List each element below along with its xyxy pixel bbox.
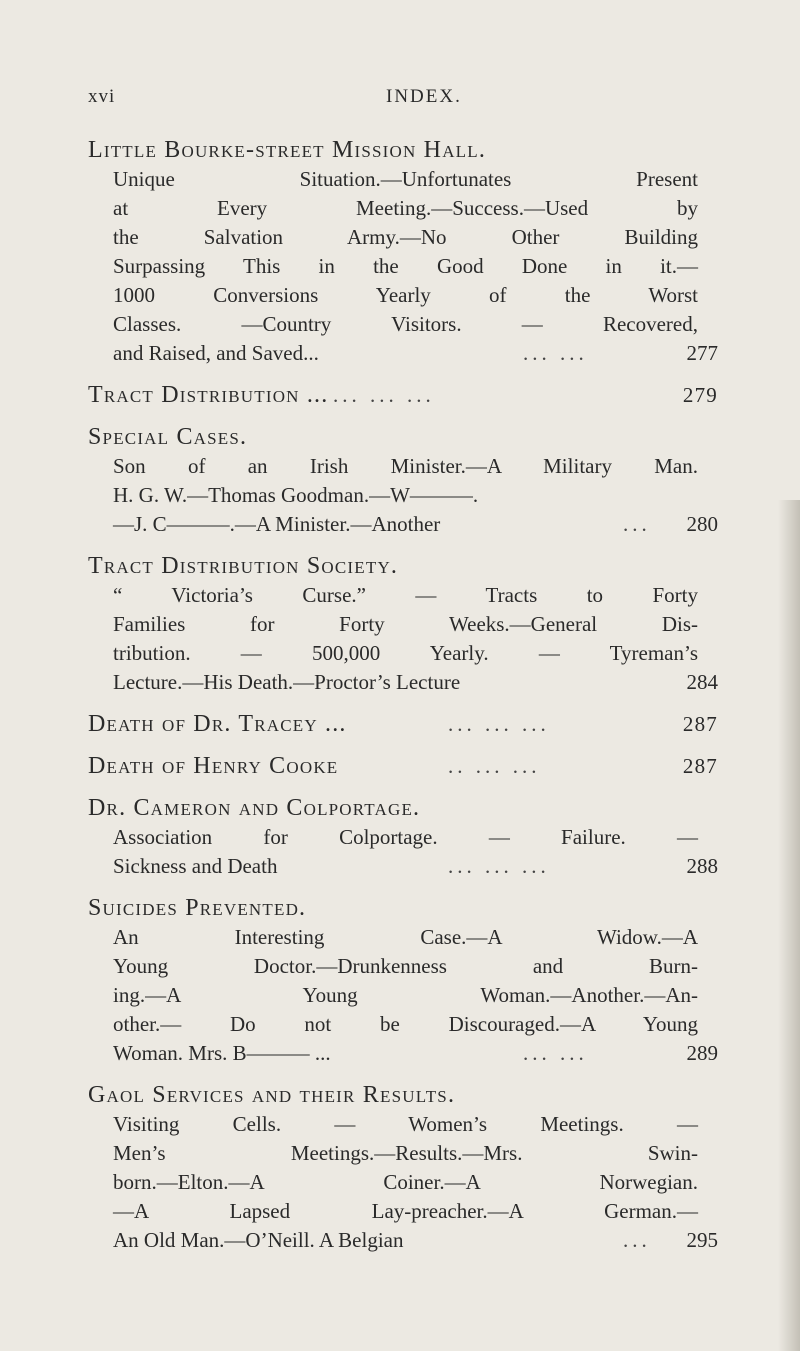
dot-leader: ... ... ...: [448, 854, 550, 878]
page-number: 287: [682, 754, 718, 778]
entry-line: the Salvation Army.—No Other Building: [113, 225, 698, 249]
dot-leader: ... ...: [523, 1041, 588, 1065]
page-number: 284: [686, 670, 718, 694]
index-entry: [88, 793, 718, 881]
entry-line: Visiting Cells. — Women’s Meetings. —: [113, 1112, 698, 1136]
page-number: 289: [686, 1041, 718, 1065]
entry-heading: Special Cases.: [88, 424, 248, 450]
entry-line-text: —J. C———.—A Minister.—Another: [113, 512, 441, 536]
entry-heading-line: [88, 751, 718, 781]
entry-line: Son of an Irish Minister.—A Military Man.: [113, 454, 698, 478]
entry-line-last: [113, 1039, 718, 1068]
dot-leader: ... ...: [523, 341, 588, 365]
index-entry: [88, 709, 718, 739]
dot-leader: ... ... ...: [448, 712, 550, 736]
entry-line-last: [113, 852, 718, 881]
page-number: 279: [682, 383, 718, 407]
page-number: 280: [686, 512, 718, 536]
dot-leader: ... ... ...: [333, 383, 435, 407]
entry-line-last: [113, 339, 718, 368]
entry-heading: Dr. Cameron and Colportage.: [88, 795, 421, 821]
entry-heading: Death of Henry Cooke: [88, 753, 339, 779]
index-entry: [88, 422, 718, 539]
dot-leader: ...: [623, 1228, 651, 1252]
entry-description: [88, 923, 718, 1068]
entry-line-last: [113, 668, 718, 697]
entry-line: at Every Meeting.—Success.—Used by: [113, 196, 698, 220]
entry-line-text: Lecture.—His Death.—Proctor’s Lecture: [113, 670, 461, 694]
entry-line-last: [113, 1226, 718, 1255]
entry-line: —A Lapsed Lay-preacher.—A German.—: [113, 1199, 698, 1223]
entry-line: Unique Situation.—Unfortunates Present: [113, 167, 698, 191]
index-entry: [88, 380, 718, 410]
index-entry: [88, 751, 718, 781]
entry-line: Classes. —Country Visitors. — Recovered,: [113, 312, 698, 336]
dot-leader: .. ... ...: [448, 754, 541, 778]
page-number: 277: [686, 341, 718, 365]
entry-line: An Interesting Case.—A Widow.—A: [113, 925, 698, 949]
entry-line: tribution. — 500,000 Yearly. — Tyreman’s: [113, 641, 698, 665]
entry-line: Association for Colportage. — Failure. —: [113, 825, 698, 849]
page-edge-shadow: [778, 500, 800, 1351]
entry-heading: Suicides Prevented.: [88, 895, 307, 921]
entry-description: [88, 165, 718, 368]
entry-line: H. G. W.—Thomas Goodman.—W———.: [113, 483, 479, 507]
page-number: 287: [682, 712, 718, 736]
entry-heading-line: [88, 709, 718, 739]
index-entry: [88, 1080, 718, 1255]
entry-description: [88, 1110, 718, 1255]
entry-line-last: [113, 510, 718, 539]
dot-leader: ...: [623, 512, 651, 536]
entry-description: [88, 823, 718, 881]
index-entry: [88, 135, 718, 368]
entry-line: “ Victoria’s Curse.” — Tracts to Forty: [113, 583, 698, 607]
entry-heading: Tract Distribution Society.: [88, 553, 399, 579]
entry-line-text: Woman. Mrs. B——— ...: [113, 1041, 331, 1065]
entry-description: [88, 452, 718, 539]
entry-heading: Tract Distribution ...: [88, 382, 329, 408]
folio: xvi: [88, 86, 116, 107]
page-number: 295: [686, 1228, 718, 1252]
entry-line: Surpassing This in the Good Done in it.—: [113, 254, 698, 278]
entry-line: Men’s Meetings.—Results.—Mrs. Swin-: [113, 1141, 698, 1165]
entry-description: [88, 581, 718, 697]
index-entry: [88, 551, 718, 697]
entry-line: Young Doctor.—Drunkenness and Burn-: [113, 954, 698, 978]
entry-heading: Gaol Services and their Results.: [88, 1082, 456, 1108]
entry-heading: Death of Dr. Tracey ...: [88, 711, 347, 737]
entry-heading: Little Bourke-street Mission Hall.: [88, 137, 487, 163]
entry-heading-line: [88, 380, 718, 410]
entry-line: ing.—A Young Woman.—Another.—An-: [113, 983, 698, 1007]
page-number: 288: [686, 854, 718, 878]
entry-line: Families for Forty Weeks.—General Dis-: [113, 612, 698, 636]
entry-line: 1000 Conversions Yearly of the Worst: [113, 283, 698, 307]
index-entries: [88, 135, 718, 1267]
entry-line-text: An Old Man.—O’Neill. A Belgian: [113, 1228, 404, 1252]
entry-line: born.—Elton.—A Coiner.—A Norwegian.: [113, 1170, 698, 1194]
entry-line: other.— Do not be Discouraged.—A Young: [113, 1012, 698, 1036]
running-title: INDEX.: [386, 86, 462, 107]
entry-line-text: and Raised, and Saved...: [113, 341, 319, 365]
index-entry: [88, 893, 718, 1068]
entry-line-text: Sickness and Death: [113, 854, 278, 878]
